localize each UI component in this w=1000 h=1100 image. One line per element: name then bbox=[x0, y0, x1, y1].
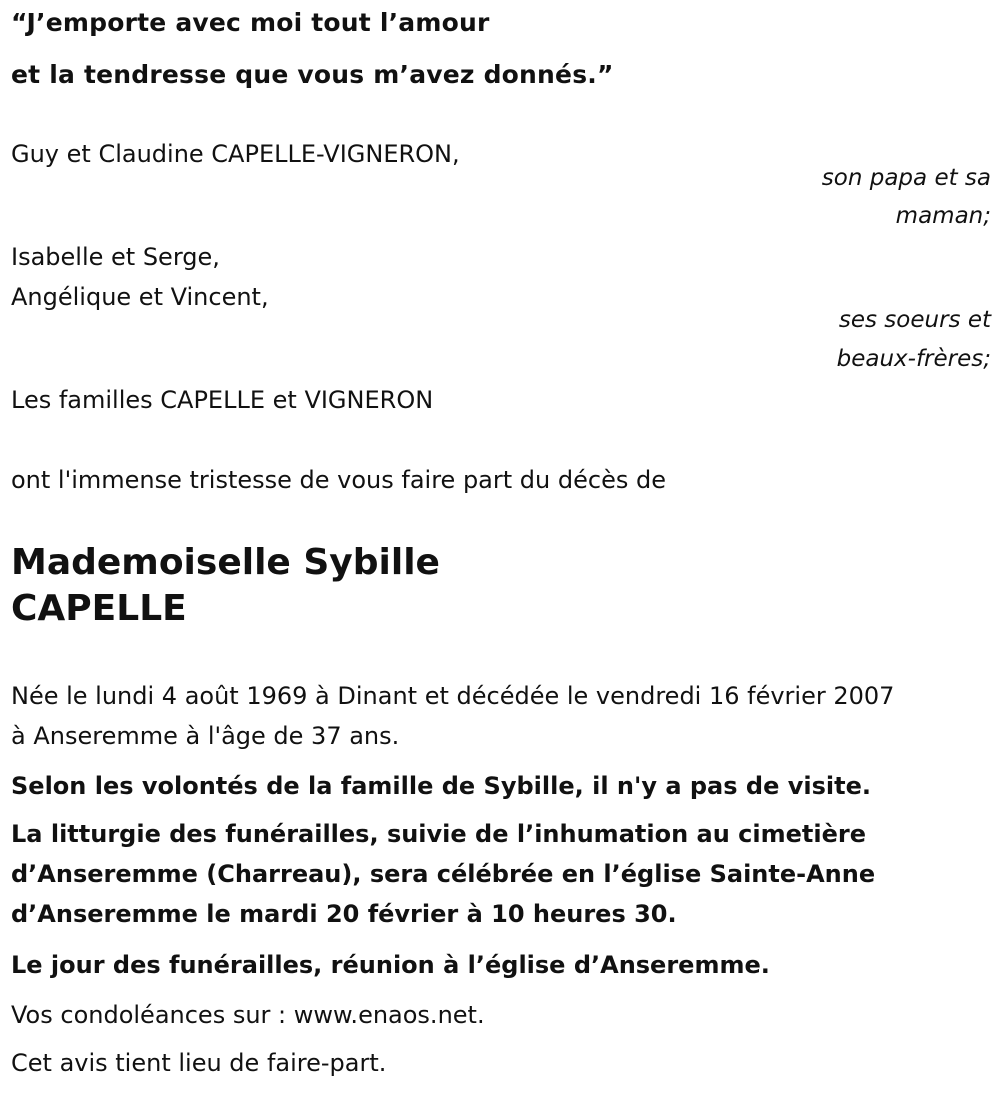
announcement-text: ont l'immense tristesse de vous faire part du décès de bbox=[11, 466, 666, 494]
no-visit-notice: Selon les volontés de la famille de Sybille, il n'y a pas de visite. bbox=[11, 772, 871, 800]
funeral-line-3: d’Anseremme le mardi 20 février à 10 heures 30. bbox=[11, 900, 677, 928]
birth-death-line-1: Née le lundi 4 août 1969 à Dinant et décédée le vendredi 16 février 2007 bbox=[11, 682, 895, 710]
deceased-name-line-2: CAPELLE bbox=[11, 588, 187, 629]
condolences-line: Vos condoléances sur : www.enaos.net. bbox=[11, 1001, 485, 1029]
sibling-line-1: Isabelle et Serge, bbox=[11, 243, 220, 271]
extended-families: Les familles CAPELLE et VIGNERON bbox=[11, 386, 434, 414]
deceased-name-line-1: Mademoiselle Sybille bbox=[11, 542, 440, 583]
parents-names: Guy et Claudine CAPELLE-VIGNERON, bbox=[11, 140, 460, 168]
funeral-line-2: d’Anseremme (Charreau), sera célébrée en l’église Sainte-Anne bbox=[11, 860, 876, 888]
birth-death-line-2: à Anseremme à l'âge de 37 ans. bbox=[11, 722, 400, 750]
notice-line: Cet avis tient lieu de faire-part. bbox=[11, 1049, 387, 1077]
parents-relation-line-1: son papa et sa bbox=[821, 165, 991, 191]
quote-line-2: et la tendresse que vous m’avez donnés.” bbox=[11, 60, 614, 89]
obituary-notice bbox=[11, 0, 991, 1100]
quote-line-1: “J’emporte avec moi tout l’amour bbox=[11, 8, 490, 37]
parents-relation-line-2: maman; bbox=[895, 203, 991, 229]
meeting-notice: Le jour des funérailles, réunion à l’église d’Anseremme. bbox=[11, 951, 770, 979]
funeral-line-1: La litturgie des funérailles, suivie de l’inhumation au cimetière bbox=[11, 820, 866, 848]
sibling-line-2: Angélique et Vincent, bbox=[11, 283, 269, 311]
siblings-relation-line-2: beaux-frères; bbox=[836, 346, 991, 372]
siblings-relation-line-1: ses soeurs et bbox=[838, 307, 991, 333]
